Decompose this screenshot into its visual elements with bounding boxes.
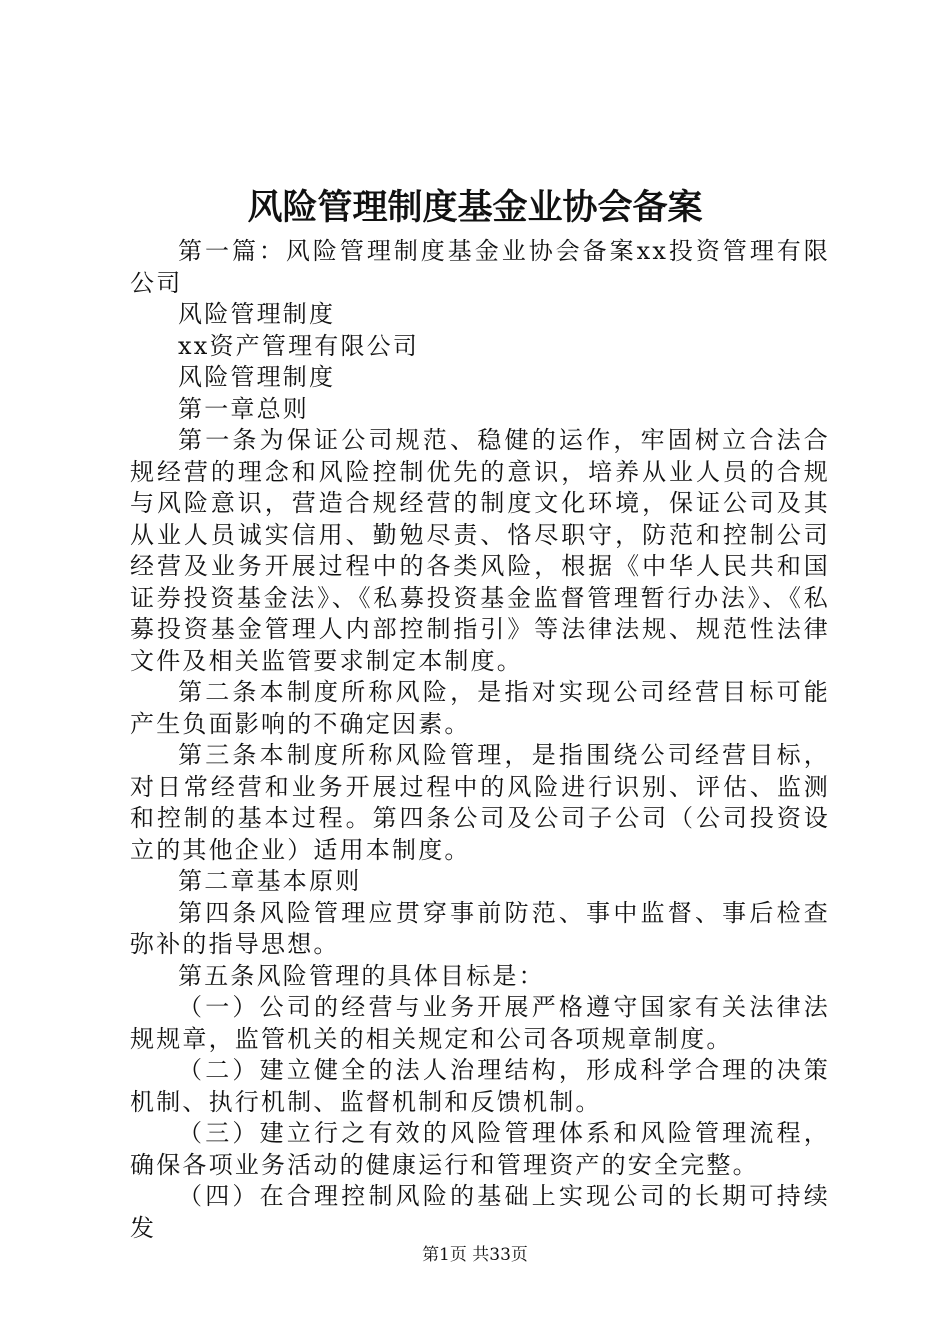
paragraph: 第四条风险管理应贯穿事前防范、事中监督、事后检查弥补的指导思想。 [130, 898, 830, 958]
chapter-heading: 第二章基本原则 [178, 867, 362, 895]
page-footer: 第1页 共33页 [422, 1245, 528, 1265]
document-body [130, 236, 830, 1244]
paragraph: 风险管理制度 [178, 300, 336, 328]
paragraph: 第三条本制度所称风险管理，是指围绕公司经营目标，对日常经营和业务开展过程中的风险进行识别、评估、监测和控制的基本过程。第四条公司及公司子公司（公司投资设立的其他企业）适用本制度。 [130, 741, 830, 864]
list-item: （三）建立行之有效的风险管理体系和风险管理流程，确保各项业务活动的健康运行和管理资产的安全完整。 [130, 1119, 830, 1179]
document-title: 风险管理制度基金业协会备案 [247, 187, 703, 228]
list-item: （四）在合理控制风险的基础上实现公司的长期可持续发 [130, 1182, 830, 1242]
paragraph: 第二条本制度所称风险，是指对实现公司经营目标可能产生负面影响的不确定因素。 [130, 678, 830, 738]
paragraph: 第五条风险管理的具体目标是： [178, 961, 545, 990]
paragraph: 风险管理制度 [178, 363, 336, 391]
list-item: （二）建立健全的法人治理结构，形成科学合理的决策机制、执行机制、监督机制和反馈机制。 [130, 1056, 830, 1116]
paragraph: xx资产管理有限公司 [178, 331, 420, 360]
paragraph: 第一条为保证公司规范、稳健的运作，牢固树立合法合规经营的理念和风险控制优先的意识，培养从业人员的合规与风险意识，营造合规经营的制度文化环境，保证公司及其从业人员诚实信用、勤勉尽责、恪尽职守，防范和控制公司经营及业务开展过程中的各类风险，根据《中华人民共和国证券投资基金法》、《私募投资基金监督管理暂行办法》、《私募投资基金管理人内部控制指引》等法律法规、规范性法律文件及相关监管要求制定本制度。 [130, 426, 830, 675]
paragraph: 第一篇：风险管理制度基金业协会备案xx投资管理有限公司 [130, 237, 830, 297]
list-item: （一）公司的经营与业务开展严格遵守国家有关法律法规规章，监管机关的相关规定和公司各项规章制度。 [130, 993, 830, 1053]
chapter-heading: 第一章总则 [178, 394, 309, 423]
